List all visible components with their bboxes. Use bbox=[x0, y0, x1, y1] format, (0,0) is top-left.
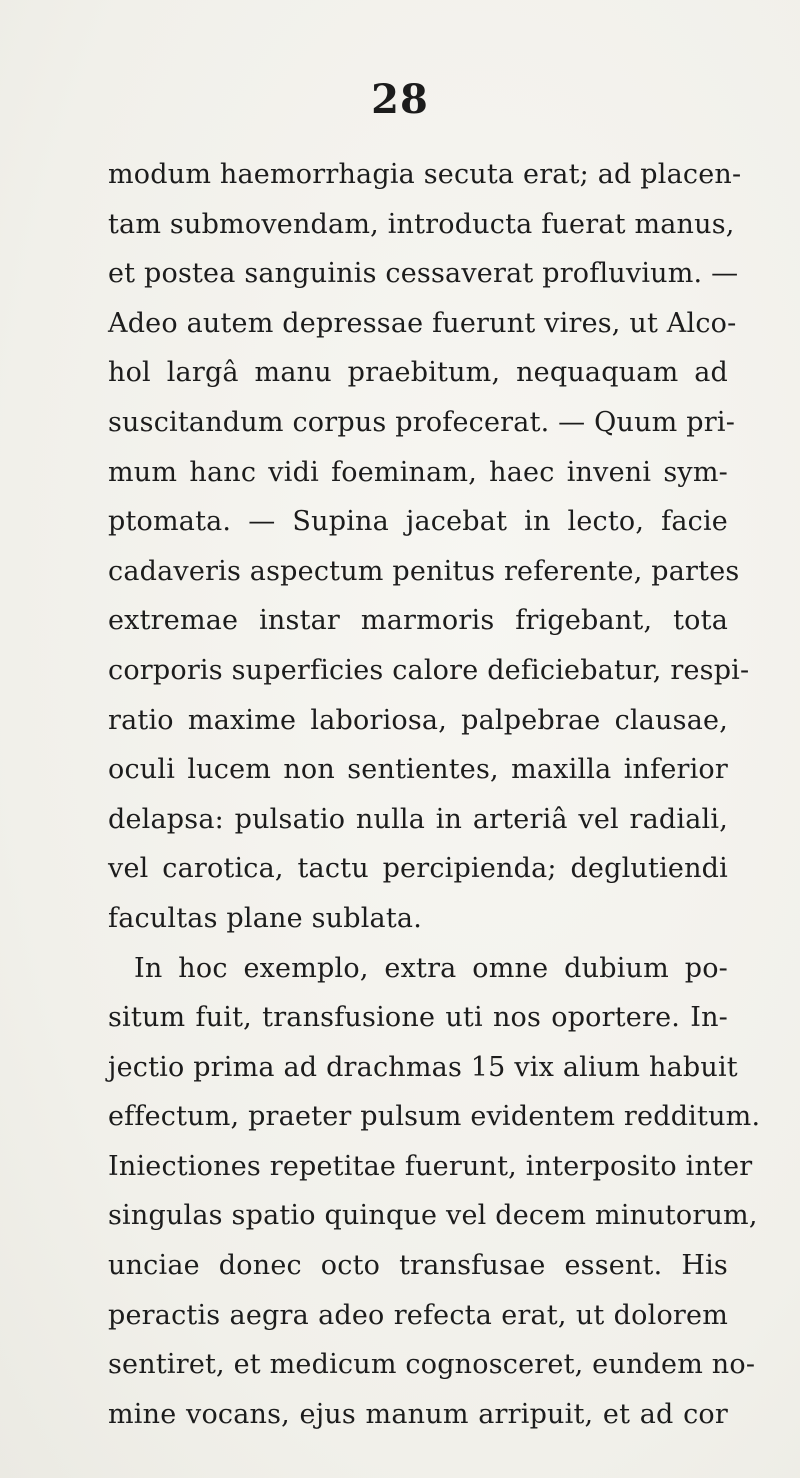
text-line: hol largâ manu praebitum, nequaquam ad bbox=[108, 357, 728, 389]
text-line: et postea sanguinis cessaverat profluvium. — bbox=[108, 258, 739, 290]
text-line: mum hanc vidi foeminam, haec inveni sym- bbox=[108, 456, 728, 488]
body-text bbox=[108, 150, 761, 1439]
text-line: sentiret, et medicum cognosceret, eundem no- bbox=[108, 1349, 756, 1381]
text-line: Adeo autem depressae fuerunt vires, ut Alco- bbox=[108, 307, 737, 339]
text-line: situm fuit, transfusione uti nos oportere. In- bbox=[108, 1002, 728, 1034]
text-line: cadaveris aspectum penitus referente, partes bbox=[108, 555, 740, 587]
text-line: oculi lucem non sentientes, maxilla inferior bbox=[108, 754, 728, 786]
text-line: tam submovendam, introducta fuerat manus, bbox=[108, 208, 735, 240]
text-line: effectum, praeter pulsum evidentem redditum. bbox=[108, 1101, 761, 1133]
text-line: vel carotica, tactu percipienda; deglutiendi bbox=[108, 853, 728, 885]
text-line: ratio maxime laboriosa, palpebrae clausae, bbox=[108, 704, 728, 736]
text-line: Iniectiones repetitae fuerunt, interposito inter bbox=[108, 1150, 753, 1182]
text-line: singulas spatio quinque vel decem minutorum, bbox=[108, 1200, 758, 1232]
text-line: facultas plane sublata. bbox=[108, 902, 422, 934]
text-line: delapsa: pulsatio nulla in arteriâ vel radiali, bbox=[108, 803, 728, 835]
text-line: mine vocans, ejus manum arripuit, et ad cor bbox=[108, 1398, 728, 1430]
text-line: In hoc exemplo, extra omne dubium po- bbox=[134, 952, 728, 984]
text-line: jectio prima ad drachmas 15 vix alium habuit bbox=[108, 1051, 738, 1083]
text-line: corporis superficies calore deficiebatur, respi- bbox=[108, 654, 750, 686]
page-number: 28 bbox=[371, 76, 429, 123]
text-line: extremae instar marmoris frigebant, tota bbox=[108, 605, 728, 637]
text-line: unciae donec octo transfusae essent. His bbox=[108, 1250, 728, 1282]
text-line: modum haemorrhagia secuta erat; ad placen- bbox=[108, 159, 742, 190]
text-line: peractis aegra adeo refecta erat, ut dolorem bbox=[108, 1299, 728, 1331]
text-line: suscitandum corpus profecerat. — Quum pri- bbox=[108, 406, 736, 438]
text-line: ptomata. — Supina jacebat in lecto, facie bbox=[108, 506, 728, 538]
